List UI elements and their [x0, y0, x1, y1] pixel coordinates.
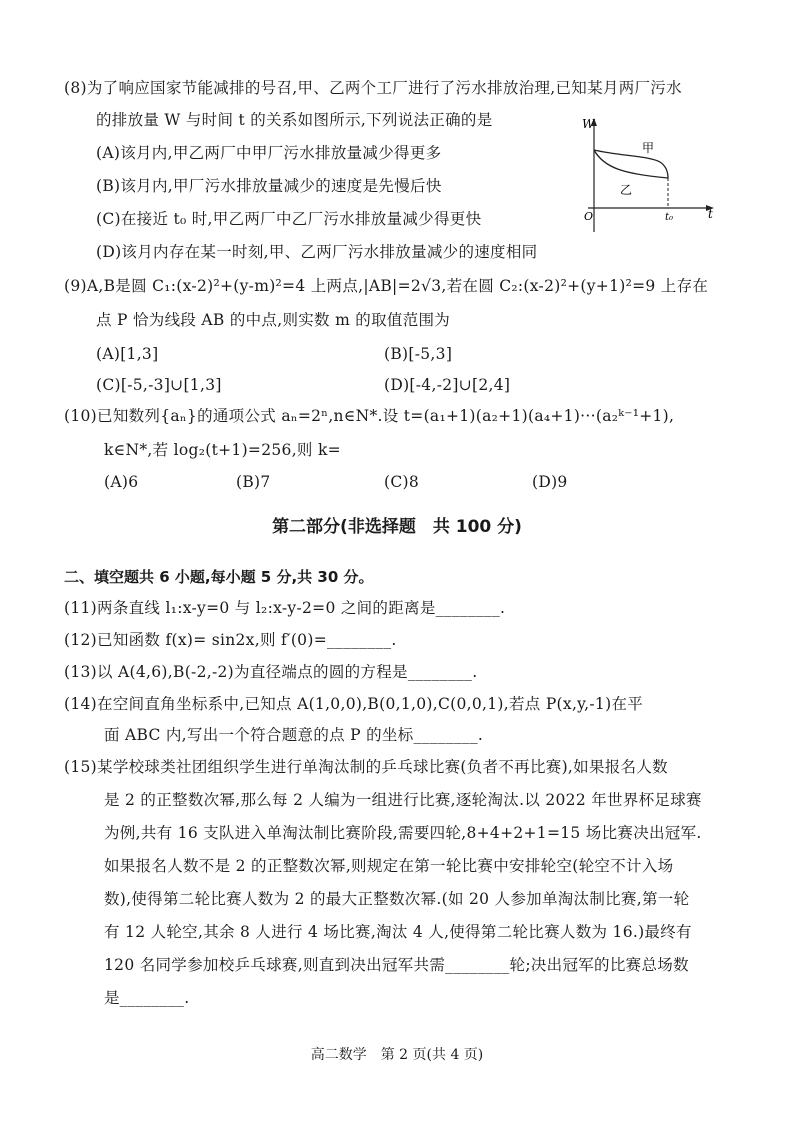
q10-stem-line1: (10)已知数列{aₙ}的通项公式 aₙ=2ⁿ,n∈N*.设 t=(a₁+1)(a₂+1)(a₄+1)···(a₂ᵏ⁻¹+1),	[64, 407, 675, 425]
fill-section-header: 二、填空题共 6 小题,每小题 5 分,共 30 分。	[64, 568, 374, 586]
q10-option-b: (B)7	[236, 473, 271, 491]
page-footer: 高二数学 第 2 页(共 4 页)	[310, 1047, 484, 1063]
graph-x-label: t	[708, 207, 713, 221]
q15-line5: 数),使得第二轮比赛人数为 2 的最大正整数次幂.(如 20 人参加单淘汰制比赛,第一轮	[104, 890, 690, 908]
q14-line1: (14)在空间直角坐标系中,已知点 A(1,0,0),B(0,1,0),C(0,0,1),若点 P(x,y,-1)在平	[64, 695, 644, 713]
q15-line4: 如果报名人数不是 2 的正整数次幂,则规定在第一轮比赛中安排轮空(轮空不计入场	[104, 857, 674, 875]
graph-yi-label: 乙	[620, 183, 633, 197]
q13: (13)以 A(4,6),B(-2,-2)为直径端点的圆的方程是________.	[64, 663, 478, 681]
q15-line8: 是________.	[104, 989, 190, 1007]
graph-curve-jia	[594, 150, 668, 178]
q9-option-c: (C)[-5,-3]∪[1,3]	[96, 376, 222, 394]
q8-option-b: (B)该月内,甲厂污水排放量减少的速度是先慢后快	[96, 177, 442, 195]
q8-option-a: (A)该月内,甲乙两厂中甲厂污水排放量减少得更多	[96, 144, 442, 162]
graph-jia-label: 甲	[642, 141, 655, 155]
graph-t0-label: t₀	[665, 212, 674, 223]
q9-stem-line1: (9)A,B是圆 C₁:(x-2)²+(y-m)²=4 上两点,|AB|=2√3,若在圆 C₂:(x-2)²+(y+1)²=9 上存在	[64, 277, 709, 295]
q15-line2: 是 2 的正整数次幂,那么每 2 人编为一组进行比赛,逐轮淘汰.以 2022 年世界杯足球赛	[104, 791, 702, 809]
graph-origin-label: O	[584, 210, 594, 223]
q10-option-a: (A)6	[104, 473, 139, 491]
q9-stem-line2: 点 P 恰为线段 AB 的中点,则实数 m 的取值范围为	[96, 311, 451, 329]
q12: (12)已知函数 f(x)= sin2x,则 f′(0)=________.	[64, 631, 397, 649]
q8-option-c: (C)在接近 t₀ 时,甲乙两厂中乙厂污水排放量减少得更快	[96, 210, 482, 228]
q8-stem-line1: (8)为了响应国家节能减排的号召,甲、乙两个工厂进行了污水排放治理,已知某月两厂污水	[64, 79, 682, 97]
q8-stem-line2: 的排放量 W 与时间 t 的关系如图所示,下列说法正确的是	[96, 111, 493, 129]
q15-line3: 为例,共有 16 支队进入单淘汰制比赛阶段,需要四轮,8+4+2+1=15 场比赛决出冠军.	[104, 824, 702, 842]
q14-line2: 面 ABC 内,写出一个符合题意的点 P 的坐标________.	[104, 726, 484, 744]
q10-option-c: (C)8	[384, 473, 420, 491]
graph-y-label: W	[582, 117, 595, 131]
q8-option-d: (D)该月内存在某一时刻,甲、乙两厂污水排放量减少的速度相同	[96, 243, 538, 261]
part2-title: 第二部分(非选择题 共 100 分)	[272, 517, 522, 537]
q11: (11)两条直线 l₁:x-y=0 与 l₂:x-y-2=0 之间的距离是________.	[64, 599, 506, 617]
q10-stem-line2: k∈N*,若 log₂(t+1)=256,则 k=	[104, 441, 341, 459]
q15-line7: 120 名同学参加校乒乓球赛,则直到决出冠军共需________轮;决出冠军的比赛总场数	[104, 956, 689, 974]
q8-wt-graph	[570, 112, 720, 242]
q9-option-a: (A)[1,3]	[96, 345, 159, 363]
q15-line1: (15)某学校球类社团组织学生进行单淘汰制的乒乓球比赛(负者不再比赛),如果报名人数	[64, 758, 668, 776]
q9-option-d: (D)[-4,-2]∪[2,4]	[384, 376, 511, 394]
q9-option-b: (B)[-5,3]	[384, 345, 453, 363]
q15-line6: 有 12 人轮空,其余 8 人进行 4 场比赛,淘汰 4 人,使得第二轮比赛人数为 16.)最终有	[104, 923, 692, 941]
q10-option-d: (D)9	[532, 473, 568, 491]
graph-curve-yi	[594, 150, 668, 178]
